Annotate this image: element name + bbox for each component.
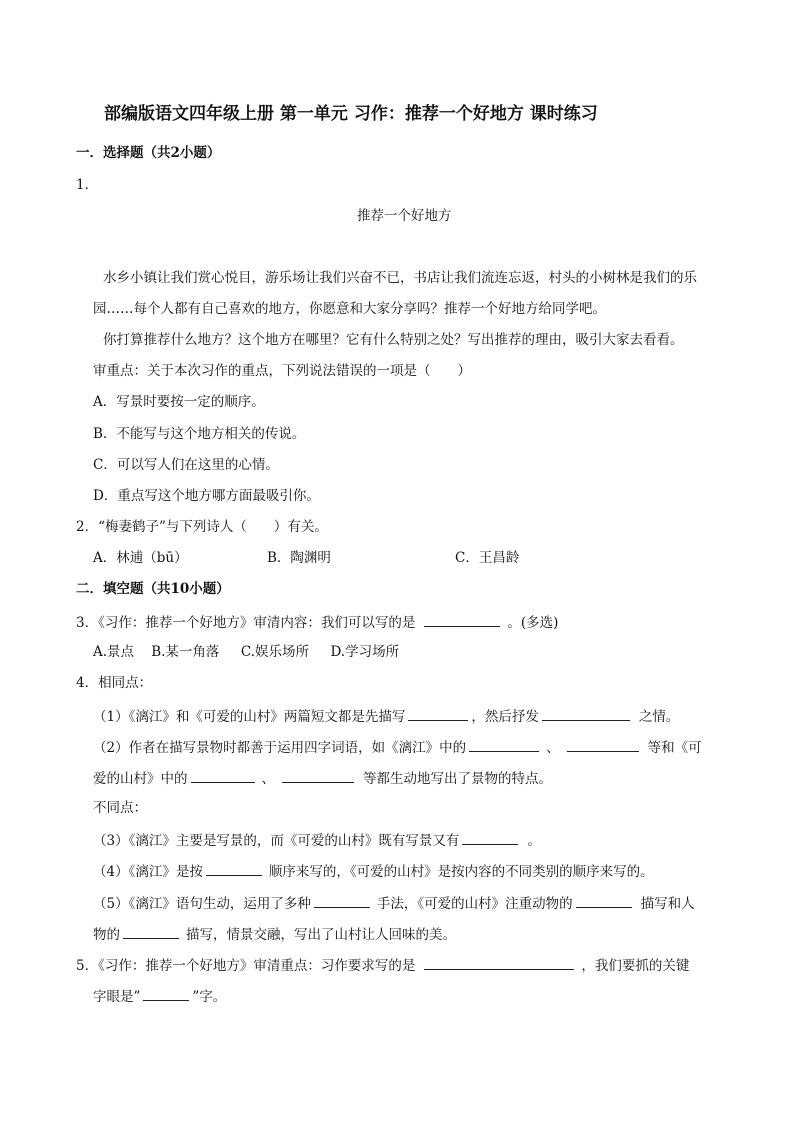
item-text: 手法，《可爱的山村》注重动物的 bbox=[376, 896, 573, 912]
item-text: 、 bbox=[261, 771, 275, 787]
question-1-option-d: D．重点写这个地方哪方面最吸引你。 bbox=[93, 488, 320, 504]
answer-blank[interactable] bbox=[282, 768, 354, 783]
item-text: 、 bbox=[546, 740, 560, 756]
question-3-text-end: 。(多选) bbox=[507, 615, 559, 631]
item-text: （2）作者在描写景物时都善于运用四字词语，如《漓江》中的 bbox=[93, 740, 467, 756]
item-text: ，然后抒发 bbox=[471, 709, 539, 725]
question-3-stem bbox=[76, 612, 558, 632]
item-text: （5）《漓江》语句生动，运用了多种 bbox=[93, 896, 311, 912]
answer-blank[interactable] bbox=[191, 768, 255, 783]
question-4-item-2-cont bbox=[93, 768, 552, 788]
question-5-stem bbox=[76, 955, 689, 975]
item-text: 等和《可 bbox=[647, 740, 702, 756]
answer-blank[interactable] bbox=[469, 737, 539, 752]
item-text: （3）《漓江》主要是写景的，而《可爱的山村》既有写景又有 bbox=[93, 833, 460, 849]
answer-blank[interactable] bbox=[424, 612, 500, 627]
section-heading-choice: 一．选择题（共2小题） bbox=[76, 145, 221, 161]
item-text: ，我们要抓的关键 bbox=[581, 958, 690, 974]
item-text: 。 bbox=[527, 833, 541, 849]
question-4-heading: 4．相同点： bbox=[76, 675, 153, 691]
answer-blank[interactable] bbox=[576, 893, 632, 908]
question-4-item-5 bbox=[93, 893, 695, 913]
page-title: 部编版语文四年级上册 第一单元 习作：推荐一个好地方 课时练习 bbox=[104, 104, 598, 124]
item-text: （4）《漓江》是按 bbox=[93, 864, 203, 880]
question-1-number: 1． bbox=[76, 177, 99, 193]
question-1-option-b: B．不能写与这个地方相关的传说。 bbox=[93, 426, 306, 442]
question-4-item-4 bbox=[93, 861, 654, 881]
answer-blank[interactable] bbox=[206, 861, 262, 876]
question-2-stem: 2．“梅妻鹤子”与下列诗人（ ）有关。 bbox=[76, 519, 328, 535]
passage-subtitle: 推荐一个好地方 bbox=[357, 208, 452, 224]
item-text: ”字。 bbox=[192, 989, 227, 1005]
item-text: 字眼是” bbox=[93, 989, 141, 1005]
answer-blank[interactable] bbox=[143, 986, 189, 1001]
answer-blank[interactable] bbox=[542, 706, 630, 721]
item-text: 描写和人 bbox=[640, 896, 695, 912]
question-1-stem: 审重点：关于本次习作的重点，下列说法错误的一项是（ ） bbox=[93, 363, 471, 379]
item-text: 描写，情景交融，写出了山村让人回味的美。 bbox=[186, 927, 456, 943]
question-5-stem-cont bbox=[93, 986, 226, 1006]
item-text: 爱的山村》中的 bbox=[93, 771, 188, 787]
question-3-text: 3．《习作：推荐一个好地方》审清内容：我们可以写的是 bbox=[76, 615, 416, 631]
question-4-item-5-cont bbox=[93, 924, 456, 944]
question-1-option-a: A．写景时要按一定的顺序。 bbox=[93, 394, 265, 410]
question-2-option-a: A．林逋（bū） bbox=[93, 550, 188, 566]
question-4-item-1 bbox=[93, 706, 679, 726]
item-text: 顺序来写的，《可爱的山村》是按内容的不同类别的顺序来写的。 bbox=[268, 864, 654, 880]
question-1-option-c: C．可以写人们在这里的心情。 bbox=[93, 457, 279, 473]
item-text: 物的 bbox=[93, 927, 120, 943]
question-3-options: A.景点 B.某一角落 C.娱乐场所 D.学习场所 bbox=[93, 644, 400, 660]
answer-blank[interactable] bbox=[123, 924, 179, 939]
answer-blank[interactable] bbox=[408, 706, 468, 721]
answer-blank[interactable] bbox=[314, 893, 370, 908]
passage-paragraph-2: 你打算推荐什么地方？这个地方在哪里？它有什么特别之处？写出推荐的理由，吸引大家去看看。 bbox=[103, 332, 684, 348]
item-text: 之情。 bbox=[638, 709, 680, 725]
passage-paragraph-1-line-2: 园……每个人都有自己喜欢的地方，你愿意和大家分享吗？推荐一个好地方给同学吧。 bbox=[93, 301, 606, 317]
answer-blank[interactable] bbox=[462, 830, 518, 845]
question-4-differences-heading: 不同点： bbox=[93, 800, 147, 816]
question-2-option-c: C．王昌龄 bbox=[455, 550, 520, 566]
passage-paragraph-1-line-1: 水乡小镇让我们赏心悦目，游乐场让我们兴奋不已，书店让我们流连忘返，村头的小树林是我们的乐 bbox=[103, 270, 697, 286]
question-2-option-b: B．陶渊明 bbox=[267, 550, 331, 566]
answer-blank[interactable] bbox=[424, 955, 574, 970]
question-4-item-3 bbox=[93, 830, 541, 850]
item-text: （1）《漓江》和《可爱的山村》两篇短文都是先描写 bbox=[93, 709, 406, 725]
answer-blank[interactable] bbox=[567, 737, 639, 752]
item-text: 5．《习作：推荐一个好地方》审清重点：习作要求写的是 bbox=[76, 958, 416, 974]
question-4-item-2 bbox=[93, 737, 702, 757]
item-text: 等都生动地写出了景物的特点。 bbox=[363, 771, 552, 787]
section-heading-fill: 二．填空题（共10小题） bbox=[76, 581, 230, 597]
